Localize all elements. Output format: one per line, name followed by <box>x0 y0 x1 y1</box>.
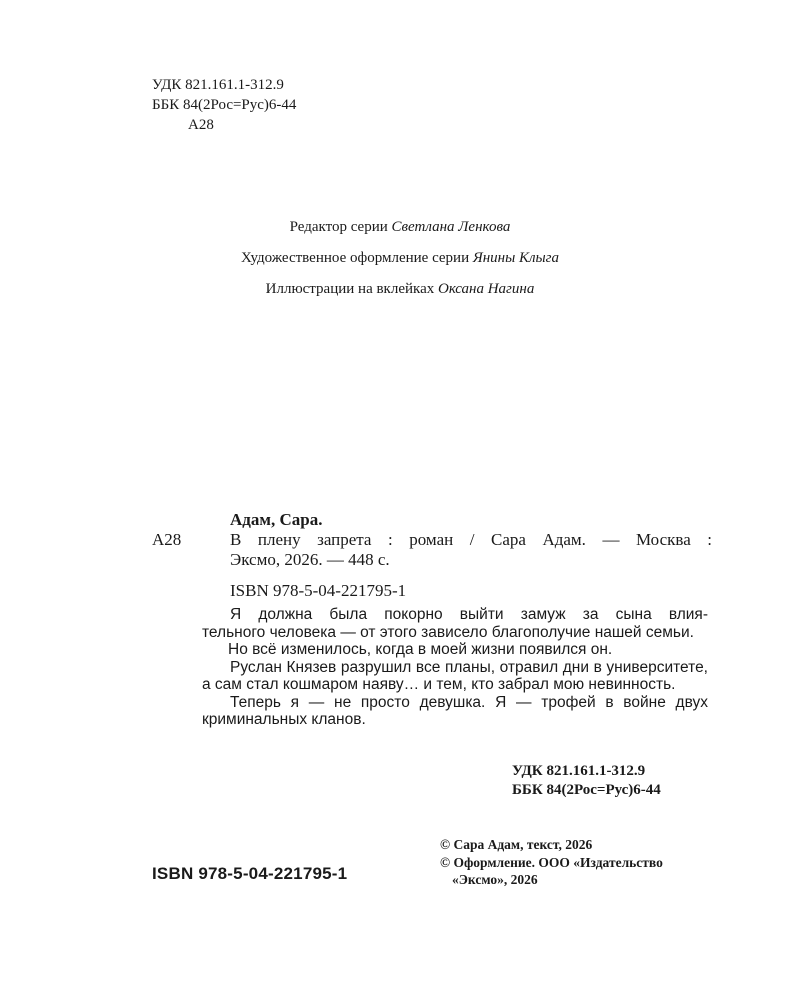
credit-person: Светлана Ленкова <box>391 219 511 235</box>
publication-line: Эксмо, 2026. — 448 с. <box>230 550 390 569</box>
udk-code: УДК 821.161.1-312.9 <box>152 77 284 93</box>
classification-bottom <box>512 762 661 800</box>
title-row <box>152 530 712 550</box>
copyright-design-cont: «Эксмо», 2026 <box>452 872 538 887</box>
credit-illustrations <box>0 278 800 309</box>
udk-code: УДК 821.161.1-312.9 <box>512 763 646 779</box>
credit-label: Редактор серии <box>289 219 392 235</box>
credit-label: Художественное оформление серии <box>240 250 473 266</box>
classification-top <box>152 75 296 135</box>
copyright <box>440 836 663 889</box>
title-line: В плену запрета : роман / Сара Адам. — Москва : <box>230 530 712 549</box>
copyright-design: © Оформление. ООО «Издательство <box>440 854 663 870</box>
author-mark: А28 <box>188 117 214 133</box>
credit-person: Янины Клыга <box>472 250 560 266</box>
credits <box>0 216 800 309</box>
credit-label: Иллюстрации на вклейках <box>265 281 438 297</box>
bbk-code: ББК 84(2Рос=Рус)6-44 <box>512 782 661 798</box>
annotation-paragraph: Теперь я — не просто девушка. Я — трофей в войне двух криминальных кланов. <box>202 693 708 728</box>
isbn-bottom: ISBN 978-5-04-221795-1 <box>152 864 348 883</box>
annotation-paragraph: Но всё изменилось, когда в моей жизни появился он. <box>228 641 613 658</box>
annotation-paragraph: тельного человека — от этого зависело благополучие нашей семьи. <box>202 623 694 641</box>
author-heading: Адам, Сара. <box>230 510 323 529</box>
annotation <box>202 606 708 729</box>
annotation-line: Я должна была покорно выйти замуж за сына влия- <box>230 606 708 623</box>
credit-design <box>0 247 800 278</box>
bibliographic-record <box>152 510 712 601</box>
isbn: ISBN 978-5-04-221795-1 <box>230 581 407 600</box>
credit-person: Оксана Нагина <box>437 281 535 297</box>
annotation-paragraph: Руслан Князев разрушил все планы, отравил дни в университете, а сам стал кошмаром наяву… и тем, кто забрал мою невинность. <box>202 658 708 693</box>
copyright-text: © Сара Адам, текст, 2026 <box>440 837 593 852</box>
credit-editor <box>0 216 800 247</box>
author-mark: А28 <box>152 530 182 549</box>
bbk-code: ББК 84(2Рос=Рус)6-44 <box>152 97 297 113</box>
